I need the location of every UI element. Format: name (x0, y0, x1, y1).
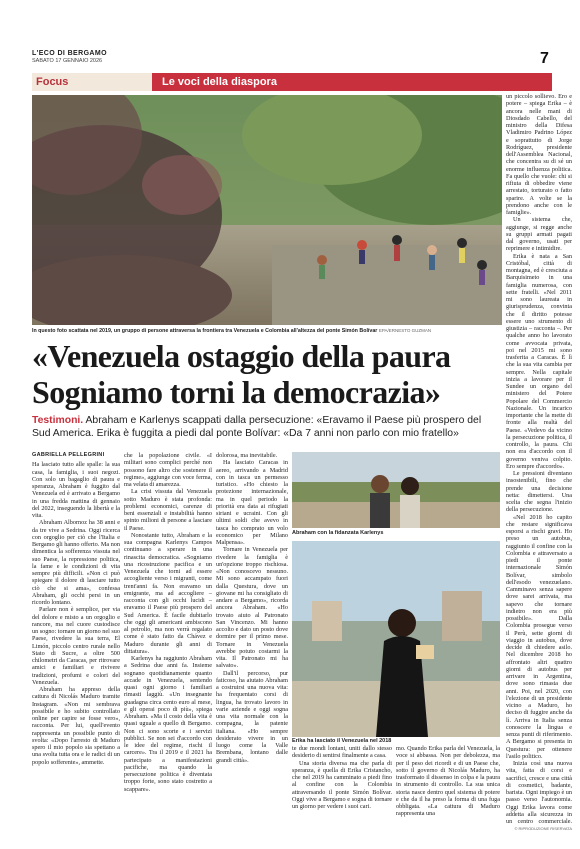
photo-a-caption: Abraham con la fidanzata Karlenys (292, 530, 384, 536)
section-label: Focus (32, 73, 152, 91)
main-photo-caption (32, 328, 502, 334)
article-column-2 (124, 452, 212, 824)
subhead-text: Abraham e Karlenys scappati dalla persecuzione: «Eravamo il Paese più prospero del Sud America. Erika è fuggita a piedi dal ponte Bolívar: «Da 7 anni non parlo con mio fratello» (32, 415, 482, 439)
paragraph: un piccolo sollievo. Ero e potere – spiega Erika – è ancora nelle mani di Diosdado Cabello, del ministro della Difesa Vladimiro Padrino López e soprattutto di Jorge Rodríguez, presidente dell'Assemblea Nacional, che concentra su di sé un enorme influenza politica. Fa quello che vuole: chi si rifiuta di obbedire viene arrestato, torturato o fatto sparire. A volte se la prendono anche con le famiglie». (506, 93, 572, 216)
paragraph: Inizia così una nuova vita, fatta di corsi e sacrifici, cresce e una città di cosmetici, badante, barista. Ogni impiego è un passo verso l'autonomia. Oggi Erika lavora come addetta alla sicurezza in un centro commerciale. (506, 760, 572, 824)
paragraph: che la popolazione civile. «I militari sono complici perché non possono fare altro che sostenere il regime», aggiunge con voce ferma, ma velata di amarezza. (124, 452, 212, 488)
paragraph: Karlenys ha raggiunto Abraham a Sedrina due anni fa. Insieme sognano quotidianamente quanto accade in Venezuela, sentendo quasi ogni giorno i familiari rimasti laggiù. «Un insegnante guadagna circa cento euro al mese, e gli operai poco di più», spiega Abraham. «Ma il costo della vita è quasi uguale a quello di Bergamo. Non ci sono scorte e i servizi pubblici. Se non sei d'accordo con le idee del regime, rischi il carcere». Tra il 2019 e il 2021 ha partecipato a manifestazioni pacifiche, ma quando la persecuzione politica è diventata troppo forte, sono stato costretto a scappare». (124, 655, 212, 793)
newspaper-name: L'ECO DI BERGAMO (32, 50, 107, 57)
photo-abraham-karlenys (292, 452, 500, 528)
couple-photo (292, 452, 500, 528)
photo-erika (292, 541, 500, 737)
paragraph: te due mondi lontani, uniti dallo stesso desiderio di sentirsi finalmente a casa. (292, 745, 392, 760)
main-photo (32, 95, 502, 325)
paragraph: Nonostante tutto, Abraham e la sua compagna Karlenys Campos continuano a sperare in una rinascita democratica. «Sogniamo una ricostruzione pacifica e un Venezuela che torni ad essere accogliente verso i migranti, come trent'anni fa. Non eravamo un emigrante, ma ad accogliere – racconta con gli occhi lucidi – eravamo il Paese più prospero del Sud America. È facile dubitarlo che oggi gli americani ambiscono al petrolio, ma non verrà regalato come è stato fatto da Chávez e Maduro durante gli anni di dittatura». (124, 531, 212, 655)
paragraph: Erika è nata a San Cristóbal, città di montagna, ed è cresciuta a Barquisimeto in una famiglia numerosa, con sette fratelli. «Nel 2011 mi sono laureata in giurisprudenza, convinta che il diritto potesse essere uno strumento di giustizia – racconta –. Per qualche anno ho lavorato come avvocata privata, poi nel 2015 mi sono trasferita a Caracas. È lì che la sua vita cambia per sempre. Nella capitale inizia a lavorare per il Sundee un organo del ministero del Potere Popolare del Commercio Nazionale. Un incarico importante che la mette di fronte alla realtà del Paese. «Vedevo da vicino la persecuzione politica, il controllo, la paura. Chi non era d'accordo con il governo veniva colpito. Ero sempre d'accordo». (506, 252, 572, 470)
paragraph: «Nel 2018 ho capito che restare significava esporsi a rischi gravi. Ho preso un autobus, raggiunto il confine con la Colombia e attraversato a piedi il ponte internazionale Simón Bolívar, simbolo dell'esodo venezuelano. Camminavo senza sapere dove sarei arrivata, ma sapevo che tornare indietro non era più possibile». Dalla Colombia prosegue verso il Perù, sette giorni di viaggio in autobus, dove decide di chiedere asilo. Nel dicembre 2018 ho affrontato altri quattro giorni di autobus per arrivare in Argentina, dove sono rimasta due anni. Poi, nel 2020, con l'elezione di un presidente vicino a Maduro, ho deciso di fuggire anche da lì. Arriva in Italia senza conoscere la lingua e senza punti di riferimento. A Bergamo si presenta in Questura: per ottenere l'asilo politico. (506, 513, 572, 760)
paragraph: Tornare in Venezuela per rivedere la famiglia è un'opzione troppo rischiosa. «Non conoscevo nessuno. Mi sono accampato fuori dalla Questura, dove un giovane mi ha consigliato di andare a Bergamo», ricorda ancora Abraham. «Ho trovato aiuto al Patronato San Vincenzo. Mi hanno accolto e dato un posto dove dormire per il primo mese. Tornare in Venezuela avrebbe potuto costarmi la vita. Il Patronato mi ha salvato». (216, 546, 288, 670)
article-column-3 (216, 452, 288, 824)
subhead-lead: Testimoni. (32, 415, 84, 426)
border-crossing-photo (32, 95, 502, 325)
main-caption-text: In questo foto scattata nel 2019, un gruppo di persone attraversa la frontiera tra Venezuela e Colombia all'altezza del ponte Simón Bolívar (32, 328, 378, 334)
headline-line-1: «Venezuela ostaggio della paura (32, 338, 451, 374)
erika-photo (292, 541, 500, 737)
subheadline (32, 414, 502, 440)
paragraph: dolorosa, ma inevitabile. (216, 452, 278, 459)
section-topic: Le voci della diaspora (152, 73, 552, 91)
paragraph: Abraham Albornoz ha 38 anni e da tre vive a Sedrina. Oggi ricerca con orgoglio per ciò che l'Italia e Bergamo gli hanno offerto. Ma non dimentica la sofferenza vissuta nel suo Paese, la repressione politica, la fame e le condizioni di vita sempre più difficili. «Non ci può spiegare il dolore di lasciare tutto ciò che si ama», confessa Abraham, gli occhi persi in un ricordo lontano. (32, 519, 120, 606)
paragraph: Dall'il percorso, pur faticoso, ha aiutato Abraham a costruirsi una nuova vita: ha frequentato corsi di lingua, ha trovato lavoro in varie aziende e oggi sogna una vita normale con la compagna, la patente italiana. «Ho sempre desiderato vivere in un luogo come la Valle Brembana, lontano dalle grandi città». (216, 669, 288, 764)
headline-line-2: Sogniamo torni la democrazia» (32, 374, 441, 410)
photo-b-caption: Erika ha lasciato il Venezuela nel 2018 (292, 738, 392, 744)
issue-date: SABATO 17 GENNAIO 2026 (32, 58, 103, 64)
masthead (32, 50, 552, 70)
headline (32, 338, 502, 410)
paragraph: mo. Quando Erika parla del Venezuela, la voce si abbassa. Non per debolezza, ma per il peso dei ricordi e di un Paese che, sotto il governo di Nicolás Maduro, ha trasformato il dissenso in colpa e la paura in strumento di controllo. La sua unica storia nasce dentro quel sistema di potere e che da il ha preso la forma di una fuga obbligata. «La cattura di Maduro rappresenta una (396, 745, 500, 818)
section-bar (32, 73, 552, 91)
paragraph: Parlare non è semplice, per via del dolore e misto a un orgoglio e rancore, ma nel cuore custodisce un sogno: tornare un giorno nel suo Paese, rivedere la sua terra, El Limón, piccolo centro rurale nello Stato di Sucre, a oltre 500 chilometri da Caracas, per ritrovare amici e familiari e rivivere tradizioni, profumi e colori del Venezuela. (32, 606, 120, 686)
page-number: 7 (540, 50, 549, 67)
paragraph: Ha lasciato tutto alle spalle: la sua casa, la famiglia, i suoi negozi. Con solo un bagaglio di paura e speranza, Abraham è fuggito dal Venezuela ed è arrivato a Bergamo in una fredda mattina di gennaio del 2022, inseguendo la libertà e la vita. (32, 461, 120, 519)
copyright-notice: © RIPRODUZIONE RISERVATA (514, 826, 572, 831)
article-column-1 (32, 452, 120, 824)
article-column-5 (396, 745, 500, 825)
paragraph: Ha lasciato Caracas in aereo, arrivando a Madrid con in tasca un permesso turistico. «Ho chiesto la protezione internazionale, ma in quel periodo la priorità era data ai rifugiati siriani e ucraini. Con gli ultimi soldi che avevo in tasca ho comprato un volo economico per Milano Malpensa». (216, 459, 288, 546)
paragraph: Un sistema che, aggiunge, si regge anche su gruppi armati pagati dal governo, usati per reprimere e intimidire. (506, 216, 572, 253)
photo-credit: EPA/ERNESTO GUZMAN (378, 328, 432, 333)
byline: GABRIELLA PELLEGRINI (32, 452, 105, 458)
paragraph: Le pressioni diventano insostenibili, fino che prende una decisione netta: dimettersi. Una scelta che segna l'inizio della persecuzione. (506, 470, 572, 514)
paragraph: Una storia diversa ma che parla di speranza, è quella di Erika Cristancho, che nel 2019 ha camminato a piedi fino al confine con la Colombia attraversando il ponte Simón Bolívar. Oggi vive a Bergamo e sogna di tornare un giorno per vedere i suoi cari. (292, 759, 392, 810)
article-column-4 (292, 745, 392, 825)
paragraph: La crisi vissuta dal Venezuela sotto Maduro è stata profonda: problemi economici, carenze di beni essenziali e instabilità hanno spinto milioni di persone a lasciare il Paese. (124, 488, 212, 532)
paragraph: Abraham ha appreso della cattura di Nicolás Maduro tramite Instagram. «Non mi sembrava possibile e ho subito controllato online per capire se fosse vero», racconta. Per lui, quell'evento rappresenta un possibile punto di svolta: «Dopo l'arresto di Maduro spero il mio popolo sia spettano a una svolta tutta ora e le radici di un popolo sofferente», ammette. (32, 686, 120, 766)
article-column-right (506, 93, 572, 824)
